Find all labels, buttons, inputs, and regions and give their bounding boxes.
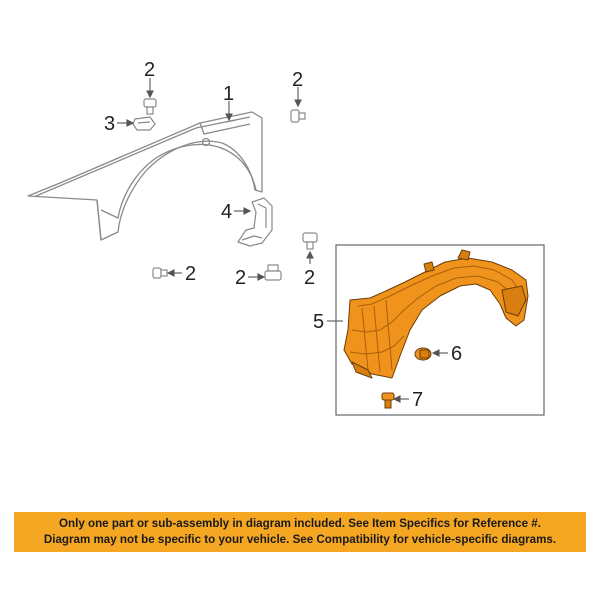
bolt-bottom-mid-part[interactable]	[265, 265, 281, 280]
disclaimer-line-2: Diagram may not be specific to your vehicle. See Compatibility for vehicle-specific diagrams.	[43, 533, 557, 546]
callout-4: 4	[221, 201, 233, 223]
callout-2-bottom-left: 2	[185, 263, 197, 285]
callout-2-top-left: 2	[144, 59, 156, 81]
callout-2-bottom-mid: 2	[235, 267, 247, 289]
fender-liner-part[interactable]	[344, 250, 528, 378]
callout-5: 5	[313, 311, 325, 333]
callout-2-mid-right: 2	[304, 267, 316, 289]
callout-1: 1	[223, 83, 235, 105]
bolt-mid-right-part[interactable]	[303, 233, 317, 249]
disclaimer-line-1: Only one part or sub-assembly in diagram included. See Item Specifics for Reference #.	[59, 517, 541, 530]
callout-6: 6	[451, 343, 463, 365]
callout-3: 3	[104, 113, 116, 135]
callout-7: 7	[412, 389, 424, 411]
screw-part[interactable]	[382, 393, 394, 408]
large-bracket-part[interactable]	[238, 198, 272, 246]
bolt-top-left-part[interactable]	[144, 99, 156, 114]
clip-part[interactable]	[415, 348, 431, 360]
small-bracket-part[interactable]	[133, 117, 155, 130]
callout-2-top-right: 2	[292, 69, 304, 91]
disclaimer-banner	[14, 512, 586, 552]
bolt-top-right-part[interactable]	[291, 110, 305, 122]
bolt-bottom-left-part[interactable]	[153, 268, 167, 278]
